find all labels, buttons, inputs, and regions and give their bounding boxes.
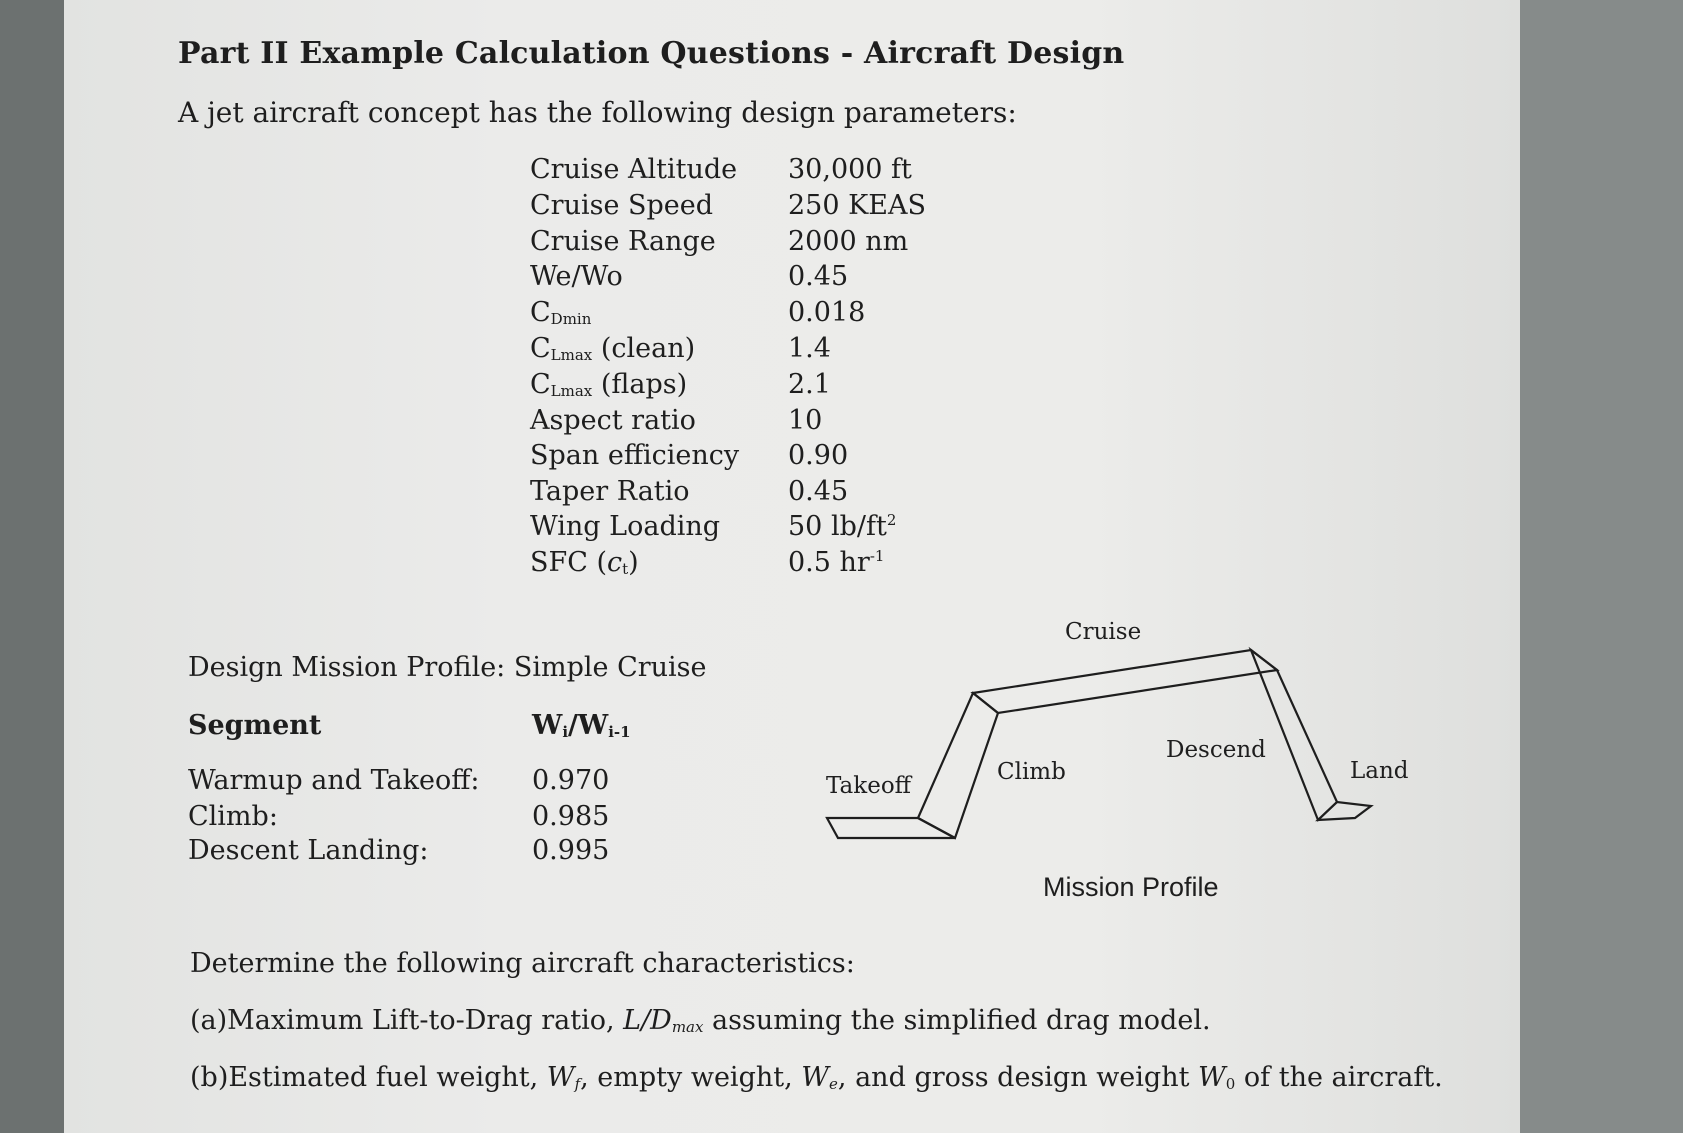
land-segment-shape (1318, 802, 1371, 820)
diagram-caption: Mission Profile (1043, 872, 1219, 902)
segment-name: Climb: (188, 801, 278, 832)
segment-value: 0.995 (532, 835, 610, 866)
param-name: Cruise Speed (530, 190, 714, 221)
param-name-cdmin: $C_{Dmin}$ (530, 297, 592, 328)
climb-segment-shape (918, 693, 998, 838)
param-name-clmax-clean: $C_{Lmax}$ (clean) (530, 333, 696, 364)
param-name-sfc: SFC $(c_t)$ (530, 547, 639, 578)
land-label: Land (1350, 758, 1409, 784)
descend-label: Descend (1166, 737, 1266, 763)
param-name: Cruise Range (530, 226, 716, 257)
param-value: 250 KEAS (788, 190, 926, 221)
param-name: Wing Loading (530, 511, 721, 542)
param-value: 2.1 (788, 369, 831, 400)
weight-ratio-header: $W_i/W_{i-1}$ (532, 710, 631, 741)
param-value: 10 (788, 405, 823, 436)
param-name: Span efficiency (530, 440, 740, 471)
segment-value: 0.985 (532, 801, 610, 832)
intro-text: A jet aircraft concept has the following design parameters: (178, 96, 1017, 129)
page-title: Part II Example Calculation Questions - Aircraft Design (178, 36, 1125, 71)
question-b: (b)Estimated fuel weight, $W_f$, empty weight, $W_e$, and gross design weight $W_0$ of the aircraft. (190, 1062, 1443, 1093)
param-value: 30,000 ft (788, 154, 912, 185)
climb-label: Climb (997, 759, 1066, 785)
takeoff-label: Takeoff (826, 773, 912, 799)
segment-name: Descent Landing: (188, 835, 429, 866)
mission-title: Design Mission Profile: Simple Cruise (188, 652, 707, 683)
param-value: 0.45 (788, 261, 849, 292)
param-value-wing-loading: 50 $lb/ft^2$ (788, 511, 897, 542)
param-value: 0.018 (788, 297, 866, 328)
param-name: Cruise Altitude (530, 154, 738, 185)
cruise-label: Cruise (1065, 619, 1142, 645)
param-name: Taper Ratio (530, 476, 690, 507)
descend-segment-shape (1251, 650, 1337, 820)
questions-intro: Determine the following aircraft characteristics: (190, 948, 855, 979)
param-value: 0.90 (788, 440, 849, 471)
background-right (1520, 0, 1683, 1133)
segment-header: Segment (188, 710, 322, 741)
param-value: 0.45 (788, 476, 849, 507)
param-value: 1.4 (788, 333, 831, 364)
param-name: Aspect ratio (530, 405, 696, 436)
param-name: We/Wo (530, 261, 623, 292)
cruise-segment-shape (973, 650, 1277, 713)
segment-name: Warmup and Takeoff: (188, 765, 480, 796)
segment-value: 0.970 (532, 765, 610, 796)
mission-profile-diagram (800, 610, 1420, 910)
background-left (0, 0, 64, 1133)
param-name-clmax-flaps: $C_{Lmax}$ (flaps) (530, 369, 688, 400)
param-value: 2000 nm (788, 226, 909, 257)
question-a: (a)Maximum Lift-to-Drag ratio, $L/D_{max}$ assuming the simplified drag model. (190, 1005, 1211, 1036)
param-value-sfc: 0.5 $hr^{-1}$ (788, 547, 885, 578)
